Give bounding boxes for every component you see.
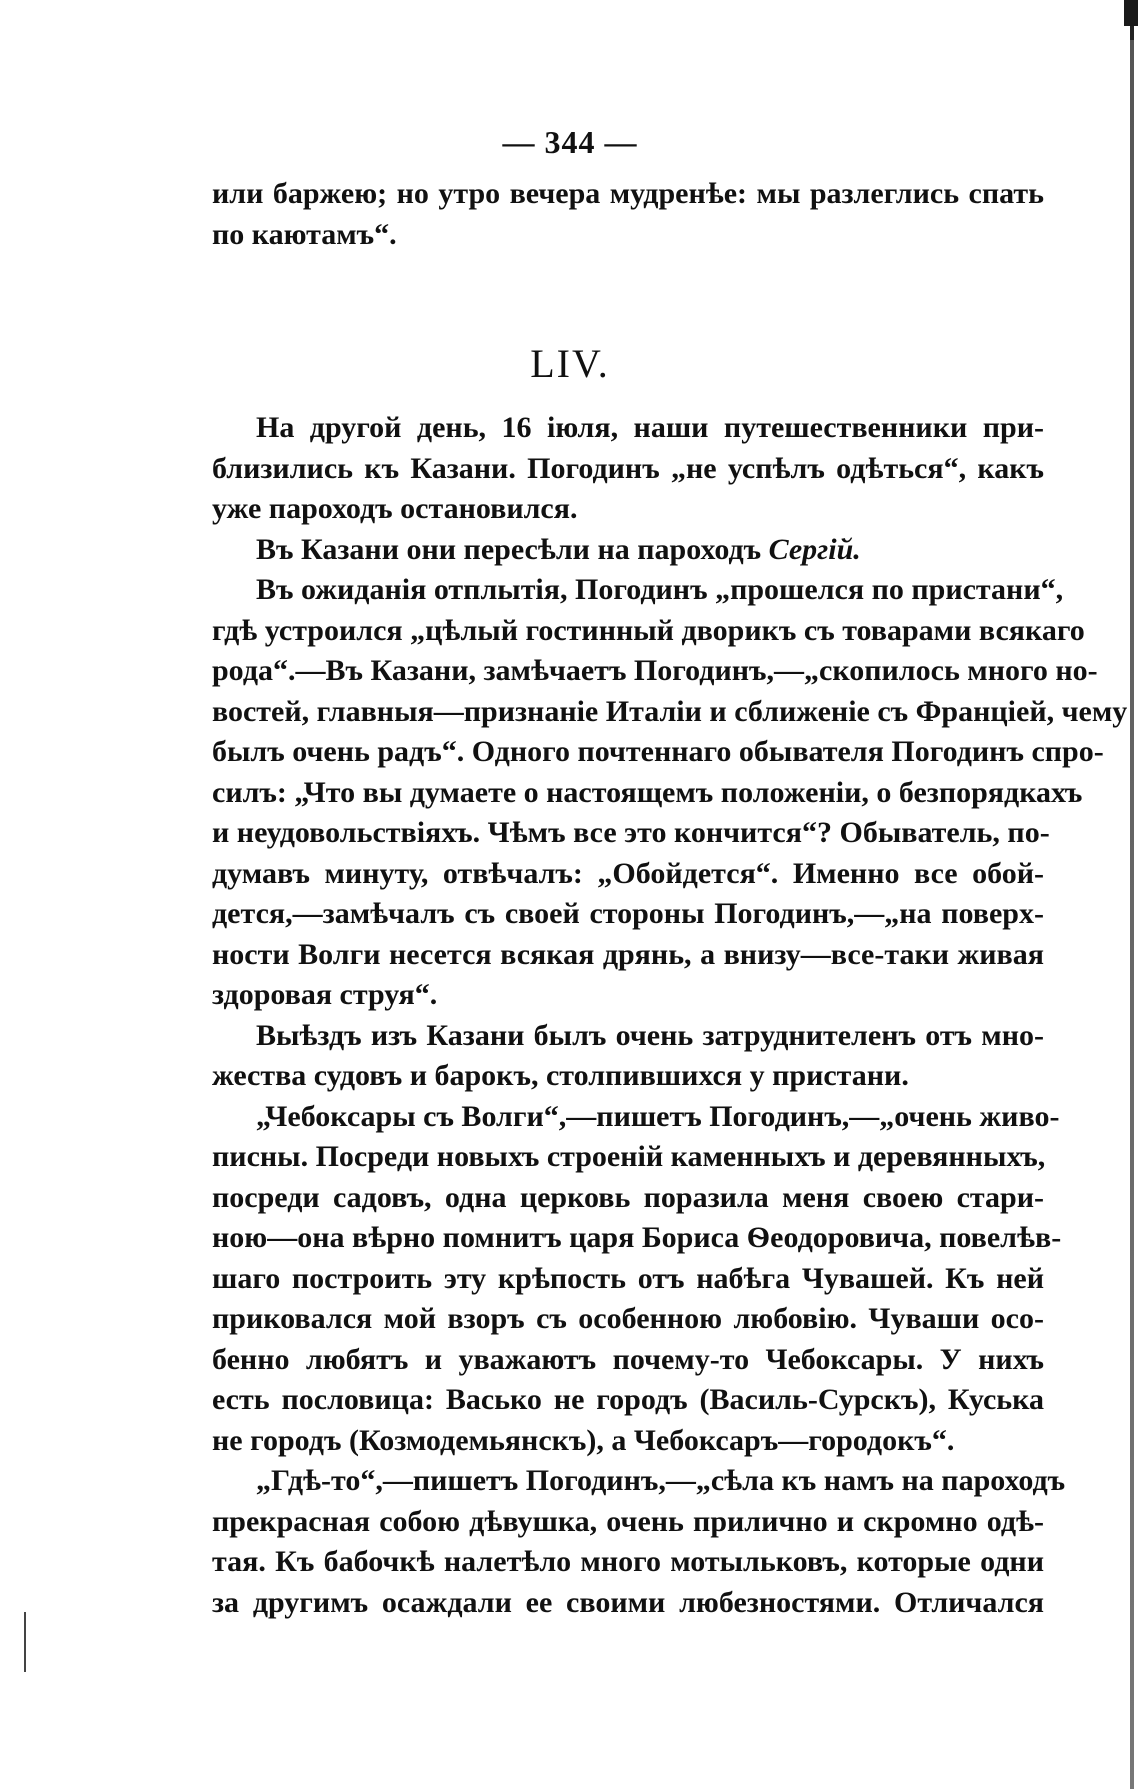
text-line: прекрасная собою дѣвушка, очень прилично и скромно одѣ- xyxy=(212,1504,1044,1538)
scan-page-edge xyxy=(1130,0,1134,1789)
text-line: гдѣ устроился „цѣлый гостинный дворикъ съ товарами всякаго xyxy=(212,613,1085,647)
text-run: Въ Казани они пересѣли на пароходъ xyxy=(256,532,769,566)
text-line: по каютамъ“. xyxy=(212,217,397,251)
text-line: „Чебоксары съ Волги“,—пишетъ Погодинъ,—„очень живо- xyxy=(256,1099,1060,1133)
text-line: востей, главныя—признаніе Италіи и сближеніе съ Франціей, чему xyxy=(212,694,1128,728)
text-line: за другимъ осаждали ее своими любезностями. Отличался xyxy=(212,1585,1044,1619)
text-line: силъ: „Что вы думаете о настоящемъ положеніи, о безпорядкахъ xyxy=(212,775,1083,809)
paragraph-5 xyxy=(212,1097,1062,1462)
paragraph-2 xyxy=(212,530,1044,571)
scan-edge-mark xyxy=(1124,0,1138,26)
text-line: приковался мой взоръ съ особенною любовію. Чуваши осо- xyxy=(212,1302,1044,1335)
text-line: посреди садовъ, одна церковь поразила меня своею стари- xyxy=(212,1180,1044,1214)
text-line: уже пароходъ остановился. xyxy=(212,492,578,525)
text-line: Въ ожиданія отплытія, Погодинъ „прошелся по пристани“, xyxy=(256,573,1064,606)
text-line: и неудовольствіяхъ. Чѣмъ все это кончится“? Обыватель, по- xyxy=(212,816,1050,849)
chapter-heading: LIV. xyxy=(530,341,610,386)
text-line: или баржею; но утро вечера мудренѣе: мы разлеглись спать xyxy=(212,177,1044,210)
text-line: ною—она вѣрно помнитъ царя Бориса Ѳеодоровича, повелѣв- xyxy=(212,1221,1062,1254)
ship-name: Сергій. xyxy=(768,532,861,566)
text-line: здоровая струя“. xyxy=(212,978,438,1011)
text-line: рода“.—Въ Казани, замѣчаетъ Погодинъ,—„скопилось много но- xyxy=(212,654,1098,687)
chapter-body xyxy=(212,408,1128,1623)
paragraph-4 xyxy=(212,1016,1044,1097)
text-line: ности Волги несется всякая дрянь, а внизу—все-таки живая xyxy=(212,937,1044,971)
scan-margin-mark xyxy=(24,1612,26,1672)
text-line: писны. Посреди новыхъ строеній каменныхъ и деревянныхъ, xyxy=(212,1140,1046,1173)
text-line: есть пословица: Васько не городъ (Василь-Сурскъ), Куська xyxy=(212,1383,1044,1416)
text-line: На другой день, 16 іюля, наши путешественники при- xyxy=(256,411,1044,444)
paragraph-6 xyxy=(212,1461,1066,1623)
text-line: жества судовъ и барокъ, столпившихся у пристани. xyxy=(212,1059,909,1092)
text-line: бенно любятъ и уважаютъ почему-то Чебоксары. У нихъ xyxy=(212,1342,1044,1376)
text-line: Выѣздъ изъ Казани былъ очень затруднителенъ отъ мно- xyxy=(256,1018,1044,1052)
page-number: — 344 — xyxy=(502,124,638,160)
text-line: близились къ Казани. Погодинъ „не успѣлъ одѣться“, какъ xyxy=(212,451,1044,485)
paragraph-1 xyxy=(212,408,1044,530)
paragraph-3 xyxy=(212,570,1128,1016)
text-line xyxy=(212,530,1044,571)
text-line: думавъ минуту, отвѣчалъ: „Обойдется“. Именно все обой- xyxy=(212,856,1044,890)
text-line: „Гдѣ-то“,—пишетъ Погодинъ,—„сѣла къ намъ на пароходъ xyxy=(256,1464,1066,1497)
continued-paragraph xyxy=(212,174,1044,255)
text-line: дется,—замѣчалъ съ своей стороны Погодинъ,—„на поверх- xyxy=(212,897,1044,930)
text-line: былъ очень радъ“. Одного почтеннаго обывателя Погодинъ спро- xyxy=(212,735,1104,768)
text-line: шаго построить эту крѣпость отъ набѣга Чувашей. Къ ней xyxy=(212,1261,1044,1295)
text-line: не городъ (Козмодемьянскъ), а Чебоксаръ—городокъ“. xyxy=(212,1423,955,1457)
text-line: тая. Къ бабочкѣ налетѣло много мотыльковъ, которые одни xyxy=(212,1545,1044,1578)
